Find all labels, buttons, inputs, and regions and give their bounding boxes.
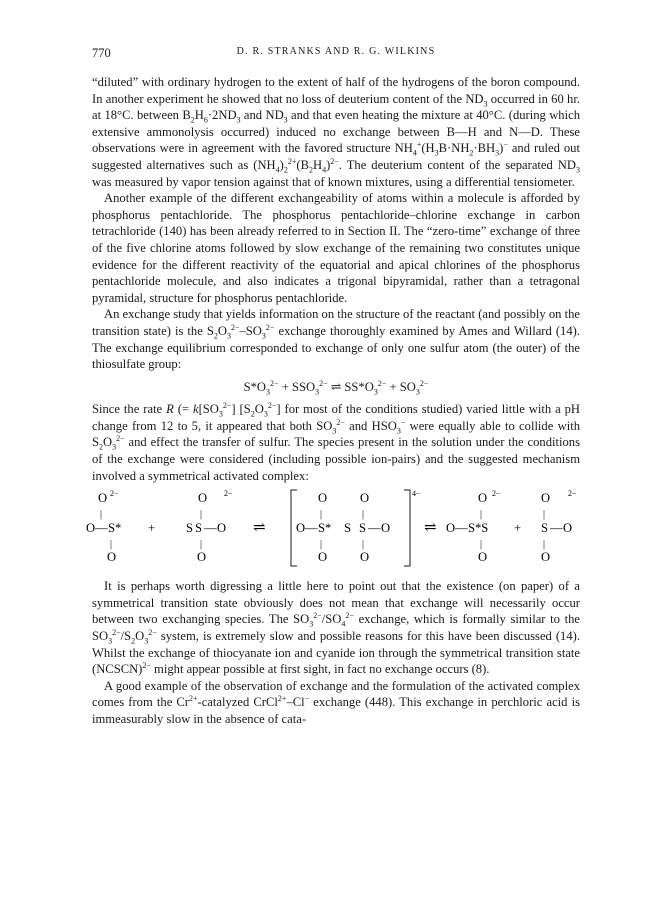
atom-oxygen: O: [563, 521, 573, 536]
mechanism-diagram: [86, 486, 580, 574]
charge-label: 2−: [492, 489, 501, 499]
atom-oxygen: O: [318, 550, 328, 565]
atom-oxygen: O: [197, 550, 207, 565]
bond-vertical: |: [543, 509, 546, 521]
bracket-right: [404, 490, 410, 566]
bond-vertical: |: [110, 539, 113, 551]
equilibrium-arrow: ⇌: [424, 520, 437, 537]
atom-oxygen: O: [360, 491, 370, 506]
bond-vertical: |: [320, 509, 323, 521]
charge-label: 2−: [224, 489, 233, 499]
atom-oxygen: O: [446, 521, 456, 536]
atom-oxygen: O: [541, 550, 551, 565]
bond-vertical: |: [200, 539, 203, 551]
bond-horizontal: —: [455, 521, 468, 536]
atom-oxygen: O: [296, 521, 306, 536]
paragraph: Since the rate R (= $k[SO_3^{2-}]$ $[S_2O_3^{2-}]$ for most of the conditions studied) varied little with a pH change from 12 to 5, it appeared that both $SO_3^{2-}$ and $HSO_3^-$ were equally able to collide with $S_2O_3^{2-}$ and effect the transfer of sulfur. The species present in the solution under the conditions of the exchange were considered (including possible ion-pairs) and the suggested mechanism involved a symmetrical activated complex:: [92, 401, 581, 483]
paragraph: “diluted” with ordinary hydrogen to the extent of half of the hydrogens of the boron compound. In another experiment he showed that no loss of deuterium content of the $ND_3$ occurred in 60 hr. at 18°C. between $B_2H_6\cdot 2ND_3$ and $ND_3$ and that even heating the mixture at 40°C. (during which extensive ammonolysis occurred) induced no exchange between B—H and N—D. These observations were in agreement with the favored structure $NH_4^+(H_3B\cdot NH_2\cdot BH_3)^-$ and ruled out suggested alternatives such as $(NH_4)_2^{2+}(B_2H_4)^{2-}$. The deuterium content of the separated $ND_3$ was measured by vapor tension against that of known mixtures, using a differential tensiometer.: [92, 75, 580, 189]
bond-horizontal: —: [368, 521, 381, 536]
equilibrium-arrow: ⇌: [253, 520, 266, 537]
bond-horizontal: —: [305, 521, 318, 536]
bond-vertical: |: [320, 539, 323, 551]
paragraph: It is perhaps worth digressing a little here to point out that the existence (on paper) of a symmetrical transition state obviously does not mean that exchange will necessarily occur between two exchanging species. The $SO_3^{2-}/SO_4^{2-}$ exchange, which is formally similar to the $SO_3^{2-}/S_2O_3^{2-}$ system, is extremely slow and possible reasons for this have been discussed (14). Whilst the exchange of thiocyanate ion and cyanide ion through the symmetrical transition state (NCSCN)$^{2-}$ might appear possible at first sight, in fact no exchange occurs (8).: [92, 579, 581, 677]
bond-vertical: |: [480, 509, 483, 521]
atom-oxygen: O: [541, 491, 551, 506]
atom-oxygen: O: [98, 491, 108, 506]
paragraph: An exchange study that yields information on the structure of the reactant (and possibly on the transition state) is the $S_2O_3^{2-}-SO_3^{2-}$ exchange thoroughly examined by Ames and Willard (14). The exchange equilibrium corresponded to exchange of only one sulfur atom (the outer) of the thiosulfate group:: [92, 307, 580, 372]
paragraph: Another example of the different exchangeability of atoms within a molecule is afforded by phosphorus pentachloride. The phosphorus pentachloride–chlorine exchange in carbon tetrachloride (140) has been already referred to in Section II. The “zero-time” exchange of three of the five chlorine atoms followed by slow exchange of the remaining two constitutes unique evidence for the different reactivity of the equatorial and apical chlorines of the phosphorus pentachloride molecule, and also indicates a trigonal bipyramidal, rather than a tetragonal pyramidal, structure for phosphorus pentachloride.: [92, 191, 580, 305]
plus-sign: +: [514, 521, 522, 536]
page-header: [92, 46, 580, 62]
atom-oxygen: O: [107, 550, 117, 565]
atom-oxygen: O: [381, 521, 391, 536]
bond-horizontal: —: [550, 521, 563, 536]
bond-vertical: |: [362, 509, 365, 521]
atom-sulfur: S: [541, 521, 549, 536]
atom-oxygen: O: [86, 521, 96, 536]
mechanism-svg: [86, 486, 586, 574]
atom-sulfur: S*: [318, 521, 332, 536]
bond-vertical: |: [543, 539, 546, 551]
atom-sulfur: S*S: [468, 521, 489, 536]
charge-label: 2−: [568, 489, 577, 499]
atom-sulfur: S: [195, 521, 203, 536]
atom-sulfur: S: [359, 521, 367, 536]
bond-horizontal: —: [204, 521, 217, 536]
atom-sulfur: S: [186, 521, 194, 536]
plus-sign: +: [148, 521, 156, 536]
charge-label: 2−: [110, 489, 119, 499]
bond-vertical: |: [100, 509, 103, 521]
atom-oxygen: O: [478, 550, 488, 565]
paragraph: A good example of the observation of exchange and the formulation of the activated complex comes from the $Cr^{2+}$-catalyzed CrCl$^{2+}$–Cl− exchange (448). This exchange in perchloric acid is immeasurably slow in the absence of cata-: [92, 678, 580, 726]
bond-vertical: |: [362, 539, 365, 551]
running-head: D. R. STRANKS AND R. G. WILKINS: [236, 46, 436, 57]
atom-oxygen: O: [198, 491, 208, 506]
body-text: [86, 74, 581, 728]
atom-oxygen: O: [318, 491, 328, 506]
page-number: 770: [92, 46, 111, 60]
atom-oxygen: O: [217, 521, 227, 536]
atom-sulfur: S*: [108, 521, 122, 536]
exchange-equation: $S*O_3^{2-} + SSO_3^{2-}$ ⇌ $SS*O_3^{2-} + SO_3^{2-}$: [243, 378, 429, 397]
bond-horizontal: —: [95, 521, 108, 536]
charge-label: 4−: [412, 489, 421, 499]
atom-sulfur: S: [344, 521, 352, 536]
bond-vertical: |: [200, 509, 203, 521]
atom-oxygen: O: [360, 550, 370, 565]
atom-oxygen: O: [478, 491, 488, 506]
bond-vertical: |: [480, 539, 483, 551]
